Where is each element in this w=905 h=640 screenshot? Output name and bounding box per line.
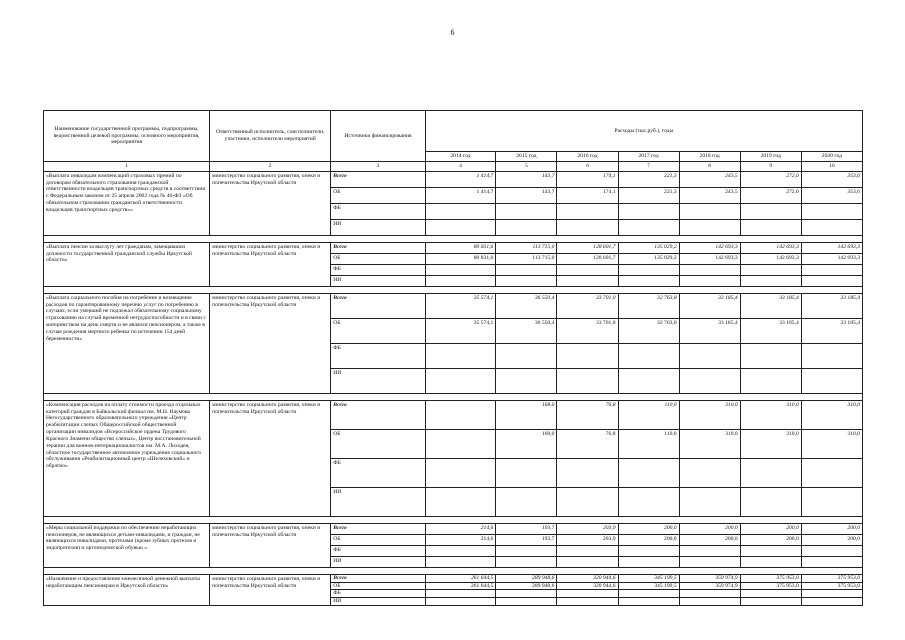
expense-value (679, 545, 740, 556)
expense-value: 80 831,6 (425, 253, 496, 264)
expense-value (740, 487, 801, 516)
row-gap-cell (44, 516, 863, 523)
expense-value (618, 556, 679, 567)
expense-value: 1 414,7 (425, 171, 496, 187)
expense-value: 214,6 (425, 534, 496, 545)
header-year: 2020 год (801, 152, 862, 162)
expense-value (679, 556, 740, 567)
row-gap (44, 393, 863, 400)
header-expenses: Расходы (тыс.руб.), годы (425, 111, 862, 152)
expense-value: 142 693,3 (740, 242, 801, 253)
expense-value: 33 701,0 (557, 293, 618, 318)
expense-value (618, 343, 679, 368)
row-gap (44, 567, 863, 574)
expense-value: 143,7 (496, 171, 557, 187)
expense-value (679, 598, 740, 606)
expense-value (801, 590, 862, 598)
header-year: 2019 год (740, 152, 801, 162)
expense-value (801, 598, 862, 606)
expense-value: 33 185,4 (801, 293, 862, 318)
expense-value (496, 368, 557, 393)
expense-value: 353,6 (801, 187, 862, 203)
expense-value: 76,8 (557, 400, 618, 429)
table-body (44, 171, 863, 605)
expense-value: 203,9 (557, 534, 618, 545)
expense-value: 35 574,1 (425, 318, 496, 343)
table-row (44, 574, 863, 582)
expense-value (425, 458, 496, 487)
expense-value: 135 029,2 (618, 242, 679, 253)
funding-source: Всего (331, 293, 425, 318)
expense-value: 110,0 (618, 429, 679, 458)
expense-value (679, 275, 740, 286)
expense-value (801, 203, 862, 219)
header-year: 2017 год (618, 152, 679, 162)
expense-value (557, 219, 618, 235)
expense-value: 375 953,0 (740, 574, 801, 582)
expense-value (496, 545, 557, 556)
funding-source: ФБ (331, 264, 425, 275)
expense-value (618, 203, 679, 219)
expense-value (618, 598, 679, 606)
expense-value (557, 545, 618, 556)
expense-value: 345 199,5 (618, 574, 679, 582)
expense-value (425, 275, 496, 286)
expenses-table (43, 110, 863, 606)
column-number: 9 (740, 162, 801, 172)
expense-value (740, 219, 801, 235)
expense-value: 221,3 (618, 171, 679, 187)
expense-value: 243,5 (679, 187, 740, 203)
funding-source: Всего (331, 171, 425, 187)
expense-value (618, 264, 679, 275)
expense-value: 128 601,7 (557, 253, 618, 264)
responsible-executor: министерство социального развития, опеки и попечительства Иркутской области (210, 400, 331, 516)
expense-value: 310,0 (801, 400, 862, 429)
funding-source: ФБ (331, 343, 425, 368)
responsible-executor: министерство социального развития, опеки и попечительства Иркутской области (210, 293, 331, 393)
funding-source: ИИ (331, 275, 425, 286)
expense-value (425, 368, 496, 393)
expense-value: 200,0 (740, 523, 801, 534)
expense-value: 289 948,6 (496, 574, 557, 582)
expense-value: 200,0 (618, 534, 679, 545)
expense-value (801, 458, 862, 487)
table-row (44, 171, 863, 187)
responsible-executor: министерство социального развития, опеки и попечительства Иркутской области (210, 171, 331, 235)
expense-value (679, 264, 740, 275)
expense-value: 320 944,6 (557, 582, 618, 590)
funding-source: ОБ (331, 187, 425, 203)
column-number: 7 (618, 162, 679, 172)
expense-value (557, 264, 618, 275)
row-gap-cell (44, 286, 863, 293)
expense-value (425, 487, 496, 516)
funding-source: ФБ (331, 590, 425, 598)
expense-value: 168,0 (496, 429, 557, 458)
expense-value (801, 219, 862, 235)
expense-value (425, 598, 496, 606)
expense-value (557, 458, 618, 487)
expense-value (496, 556, 557, 567)
expense-value: 142 693,3 (801, 242, 862, 253)
expense-value: 80 831,6 (425, 242, 496, 253)
expense-value: 193,7 (496, 523, 557, 534)
expense-value (618, 368, 679, 393)
table-row (44, 293, 863, 318)
expense-value: 143,7 (496, 187, 557, 203)
expense-value: 214,6 (425, 523, 496, 534)
expense-value (740, 590, 801, 598)
expense-value (425, 545, 496, 556)
expense-value: 359 974,9 (679, 574, 740, 582)
column-number: 8 (679, 162, 740, 172)
expense-value (557, 368, 618, 393)
expense-value: 33 185,4 (679, 293, 740, 318)
funding-source: ИИ (331, 598, 425, 606)
funding-source: ОБ (331, 534, 425, 545)
expense-value: 110,0 (618, 400, 679, 429)
column-number: 3 (331, 162, 425, 172)
responsible-executor: министерство социального развития, опеки и попечительства Иркутской области (210, 523, 331, 567)
column-number: 4 (425, 162, 496, 172)
expense-value (557, 598, 618, 606)
expense-value: 142 693,3 (679, 242, 740, 253)
expense-value: 272,0 (740, 171, 801, 187)
measure-name: «Выплата инвалидам компенсаций страховых премий по договорам обязательного страхования гражданской ответственности владельцев транспортных средств в соответствии с Федеральным законом от 25 апреля 2002 года № 40-ФЗ «Об обязательном страховании гражданской ответственности владельцев транспортных средств»» (44, 171, 210, 235)
expense-value (679, 590, 740, 598)
expense-value (679, 487, 740, 516)
expense-value: 142 693,3 (801, 253, 862, 264)
expense-value (496, 458, 557, 487)
expense-value: 35 574,1 (425, 293, 496, 318)
expense-value (496, 275, 557, 286)
row-gap (44, 286, 863, 293)
column-number: 6 (557, 162, 618, 172)
row-gap-cell (44, 393, 863, 400)
expense-value (425, 556, 496, 567)
expense-value (557, 343, 618, 368)
responsible-executor: министерство социального развития, опеки и попечительства Иркутской области (210, 574, 331, 605)
expense-value (496, 343, 557, 368)
expense-value: 36 550,4 (496, 293, 557, 318)
table-row (44, 242, 863, 253)
expense-value (425, 264, 496, 275)
column-number: 2 (210, 162, 331, 172)
expense-value (425, 219, 496, 235)
column-number: 10 (801, 162, 862, 172)
expense-value: 200,0 (679, 523, 740, 534)
row-gap-cell (44, 567, 863, 574)
funding-source: ОБ (331, 582, 425, 590)
expense-value (740, 458, 801, 487)
expense-value: 353,6 (801, 171, 862, 187)
expense-value (740, 368, 801, 393)
measure-name: «Выплата пенсии за выслугу лет гражданам, замещавшим должности государственной гражданской службы Иркутской области» (44, 242, 210, 286)
expense-value (679, 368, 740, 393)
expense-value (679, 203, 740, 219)
table-row (44, 400, 863, 429)
expense-value: 261 644,5 (425, 582, 496, 590)
funding-source: ФБ (331, 203, 425, 219)
funding-source: ИИ (331, 368, 425, 393)
expense-value: 142 693,3 (740, 253, 801, 264)
funding-source: Всего (331, 523, 425, 534)
expense-value: 32 763,8 (618, 318, 679, 343)
page-number: 6 (450, 28, 455, 37)
expense-value: 33 185,4 (740, 293, 801, 318)
expense-value (496, 203, 557, 219)
expense-value (618, 487, 679, 516)
expense-value: 320 944,6 (557, 574, 618, 582)
expense-value (801, 545, 862, 556)
expense-value: 375 953,0 (740, 582, 801, 590)
expense-value: 272,0 (740, 187, 801, 203)
column-number: 1 (44, 162, 210, 172)
expense-value (740, 275, 801, 286)
row-gap (44, 516, 863, 523)
table-row (44, 523, 863, 534)
expense-value: 359 974,9 (679, 582, 740, 590)
expense-value (801, 368, 862, 393)
funding-source: ФБ (331, 458, 425, 487)
funding-source: ОБ (331, 429, 425, 458)
expense-value: 113 715,0 (496, 242, 557, 253)
header-responsible: Ответственный исполнитель, соисполнители, участники, исполнители мероприятий (210, 111, 331, 162)
header-name: Наименование государственной программы, подпрограммы, ведомственной целевой программы, основного мероприятия, мероприятия (44, 111, 210, 162)
expense-value (740, 598, 801, 606)
expense-value (425, 343, 496, 368)
expense-value (557, 275, 618, 286)
expense-value: 174,1 (557, 171, 618, 187)
expense-value (801, 275, 862, 286)
expense-value (801, 343, 862, 368)
funding-source: ИИ (331, 556, 425, 567)
expense-value: 128 601,7 (557, 242, 618, 253)
expense-value (618, 219, 679, 235)
column-number: 5 (496, 162, 557, 172)
expense-value: 375 953,0 (801, 574, 862, 582)
expense-value (801, 487, 862, 516)
expense-value: 200,0 (740, 534, 801, 545)
expense-value: 135 029,2 (618, 253, 679, 264)
expense-value: 32 763,8 (618, 293, 679, 318)
row-gap-cell (44, 235, 863, 242)
expense-value: 289 948,6 (496, 582, 557, 590)
expense-value (618, 590, 679, 598)
expense-value: 142 693,3 (679, 253, 740, 264)
funding-source: ИИ (331, 219, 425, 235)
expense-value: 1 414,7 (425, 187, 496, 203)
expense-value (679, 458, 740, 487)
expense-value: 200,0 (801, 523, 862, 534)
expense-value: 310,0 (679, 400, 740, 429)
header-year: 2018 год (679, 152, 740, 162)
expense-value: 200,0 (801, 534, 862, 545)
funding-source: Всего (331, 400, 425, 429)
expense-value (496, 598, 557, 606)
header-source: Источники финансирования (331, 111, 425, 162)
measure-name: «Меры социальной поддержки по обеспечению неработающих пенсионеров, не являющихся детьми-инвалидами, и граждан, не являющихся инвалидами, протезами (кроме зубных протезов и эндопротезов) и ортопедической обувью » (44, 523, 210, 567)
measure-name: «Компенсация расходов на оплату стоимости проезда отдельных категорий граждан в Байкальский филиал им. М.Н. Наумова Негосударственного образовательного учреждения «Центр реабилитации слепых Общероссийской общественной организации инвалидов «Всероссийское ордена Трудового Красного Знамени общество слепых», Центр восстановительной терапии для воинов-интернационалистов им. М.А. Лиходея, областное государственное автономное учреждение социального обслуживания «Реабилитационный центр «Шелеховский» и обратно» (44, 400, 210, 516)
expense-value: 33 701,0 (557, 318, 618, 343)
expense-value (618, 275, 679, 286)
expense-value (496, 487, 557, 516)
expense-value: 200,0 (618, 523, 679, 534)
expense-value: 261 644,5 (425, 574, 496, 582)
expense-value: 33 185,4 (679, 318, 740, 343)
expense-value: 200,0 (679, 534, 740, 545)
funding-source: Всего (331, 574, 425, 582)
header-year: 2016 год (557, 152, 618, 162)
expense-value (618, 458, 679, 487)
expense-value: 174,1 (557, 187, 618, 203)
expense-value: 33 185,4 (801, 318, 862, 343)
expense-value (679, 219, 740, 235)
expense-value (740, 556, 801, 567)
row-gap (44, 235, 863, 242)
responsible-executor: министерство социального развития, опеки и попечительства Иркутской области (210, 242, 331, 286)
expense-value (801, 264, 862, 275)
expense-value: 310,0 (679, 429, 740, 458)
expense-value (740, 343, 801, 368)
expense-value: 203,9 (557, 523, 618, 534)
expense-value (740, 545, 801, 556)
expense-value (496, 219, 557, 235)
expense-value: 168,0 (496, 400, 557, 429)
expense-value (496, 590, 557, 598)
expense-value: 76,8 (557, 429, 618, 458)
expense-value (740, 203, 801, 219)
expense-value (679, 343, 740, 368)
funding-source: Всего (331, 242, 425, 253)
expense-value: 375 953,0 (801, 582, 862, 590)
expense-value (618, 545, 679, 556)
expense-value: 193,7 (496, 534, 557, 545)
funding-source: ФБ (331, 545, 425, 556)
measure-name: «Выплата социального пособия на погребение и возмещение расходов по гарантированному перечню услуг по погребению в случаях, если умерший не подлежал обязательному социальному страхованию на случай временной нетрудоспособности и в связи с материнством на день смерти и не являлся пенсионером, а также в случае рождения мертвого ребенка по истечении 154 дней беременности» (44, 293, 210, 393)
expense-value: 221,3 (618, 187, 679, 203)
expense-value (557, 556, 618, 567)
expense-value (557, 590, 618, 598)
expense-value: 345 199,5 (618, 582, 679, 590)
expense-value (425, 429, 496, 458)
funding-source: ИИ (331, 487, 425, 516)
expense-value: 113 715,0 (496, 253, 557, 264)
expense-value (425, 203, 496, 219)
expense-value (801, 556, 862, 567)
expense-value: 243,5 (679, 171, 740, 187)
expense-value (557, 487, 618, 516)
expense-value (425, 400, 496, 429)
expense-value: 310,0 (740, 400, 801, 429)
measure-name: «Назначение и предоставление ежемесячной денежной выплаты неработающим пенсионерам в Иркутской области» (44, 574, 210, 605)
expense-value: 33 185,4 (740, 318, 801, 343)
header-year: 2015 год (496, 152, 557, 162)
expense-value: 310,0 (740, 429, 801, 458)
expense-value (557, 203, 618, 219)
expense-value: 310,0 (801, 429, 862, 458)
funding-source: ОБ (331, 253, 425, 264)
expense-value (740, 264, 801, 275)
expense-value (496, 264, 557, 275)
funding-source: ОБ (331, 318, 425, 343)
expense-value: 36 550,4 (496, 318, 557, 343)
header-year: 2014 год (425, 152, 496, 162)
expense-value (425, 590, 496, 598)
